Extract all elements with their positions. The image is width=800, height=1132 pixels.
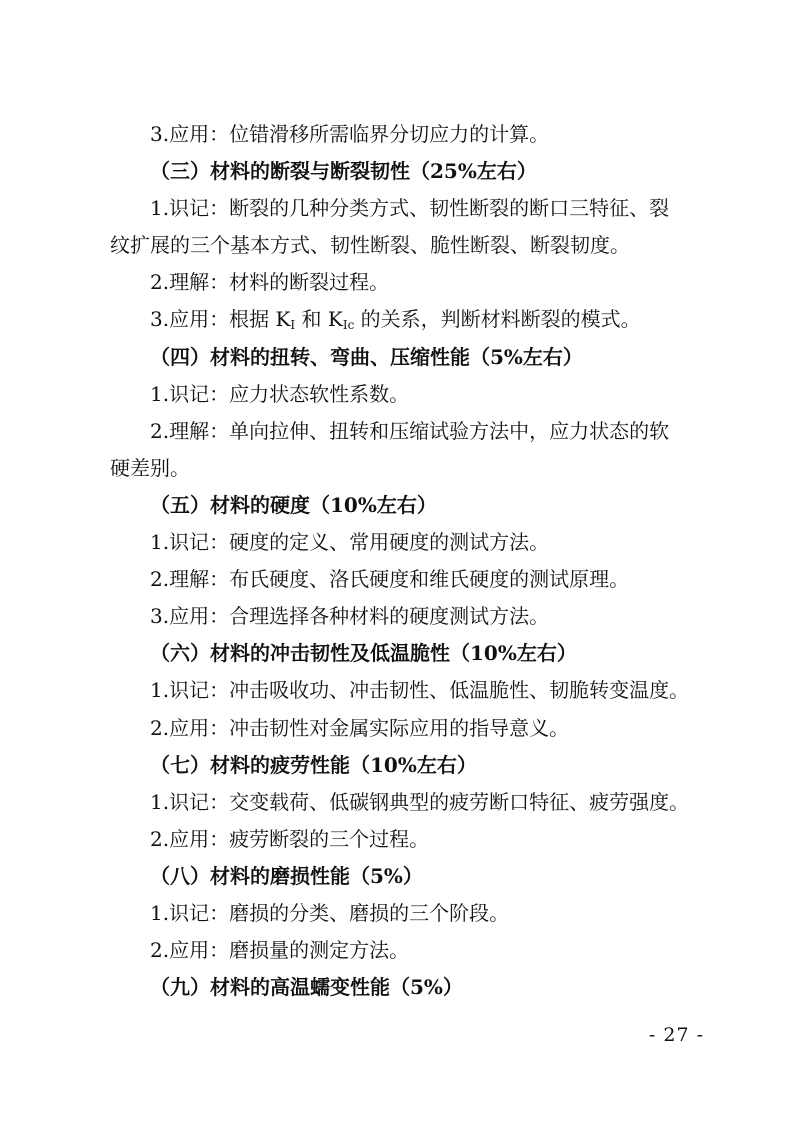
page-number: - 27 - — [648, 1024, 704, 1046]
para-line: 2.应用：磨损量的测定方法。 — [150, 938, 410, 963]
k2-symbol — [328, 307, 354, 331]
para-line: 1.识记：冲击吸收功、冲击韧性、低温脆性、韧脆转变温度。 — [150, 678, 690, 703]
section-heading: （五）材料的硬度（10%左右） — [150, 492, 437, 517]
formula-pre: 3.应用：根据 — [150, 307, 276, 332]
para-line: 2.应用：冲击韧性对金属实际应用的指导意义。 — [150, 715, 570, 740]
para-line: 1.识记：应力状态软性系数。 — [150, 381, 410, 406]
section-heading: （六）材料的冲击韧性及低温脆性（10%左右） — [150, 641, 577, 666]
para-line: 3.应用：位错滑移所需临界分切应力的计算。 — [150, 122, 550, 146]
page-body — [110, 116, 704, 1006]
section-heading: （九）材料的高温蠕变性能（5%） — [150, 975, 463, 1000]
section-heading: （七）材料的疲劳性能（10%左右） — [150, 752, 477, 777]
para-continuation: 硬差别。 — [110, 455, 190, 480]
formula-mid: 和 — [295, 307, 328, 332]
k1-subscript: I — [290, 318, 296, 333]
para-line: 1.识记：断裂的几种分类方式、韧性断裂的断口三特征、裂 — [150, 196, 670, 221]
para-line: 2.理解：单向拉伸、扭转和压缩试验方法中，应力状态的软 — [150, 418, 670, 443]
para-line: 1.识记：硬度的定义、常用硬度的测试方法。 — [150, 530, 550, 555]
para-line: 2.理解：布氏硬度、洛氏硬度和维氏硬度的测试原理。 — [150, 567, 630, 592]
section-heading: （三）材料的断裂与断裂韧性（25%左右） — [150, 159, 537, 184]
para-line: 3.应用：合理选择各种材料的硬度测试方法。 — [150, 604, 550, 629]
para-line-formula — [110, 301, 704, 338]
section-heading: （八）材料的磨损性能（5%） — [150, 863, 423, 888]
para-line: 2.理解：材料的断裂过程。 — [150, 270, 390, 295]
k2-subscript: Ic — [342, 318, 355, 333]
formula-post: 的关系，判断材料断裂的模式。 — [354, 307, 641, 332]
para-line: 2.应用：疲劳断裂的三个过程。 — [150, 826, 430, 851]
section-heading: （四）材料的扭转、弯曲、压缩性能（5%左右） — [150, 344, 583, 369]
k2-base: K — [327, 307, 343, 332]
k1-symbol — [275, 307, 295, 331]
para-line: 1.识记：磨损的分类、磨损的三个阶段。 — [150, 900, 510, 925]
k1-base: K — [275, 307, 291, 332]
para-continuation: 纹扩展的三个基本方式、韧性断裂、脆性断裂、断裂韧度。 — [110, 233, 630, 258]
para-line: 1.识记：交变载荷、低碳钢典型的疲劳断口特征、疲劳强度。 — [150, 789, 690, 814]
